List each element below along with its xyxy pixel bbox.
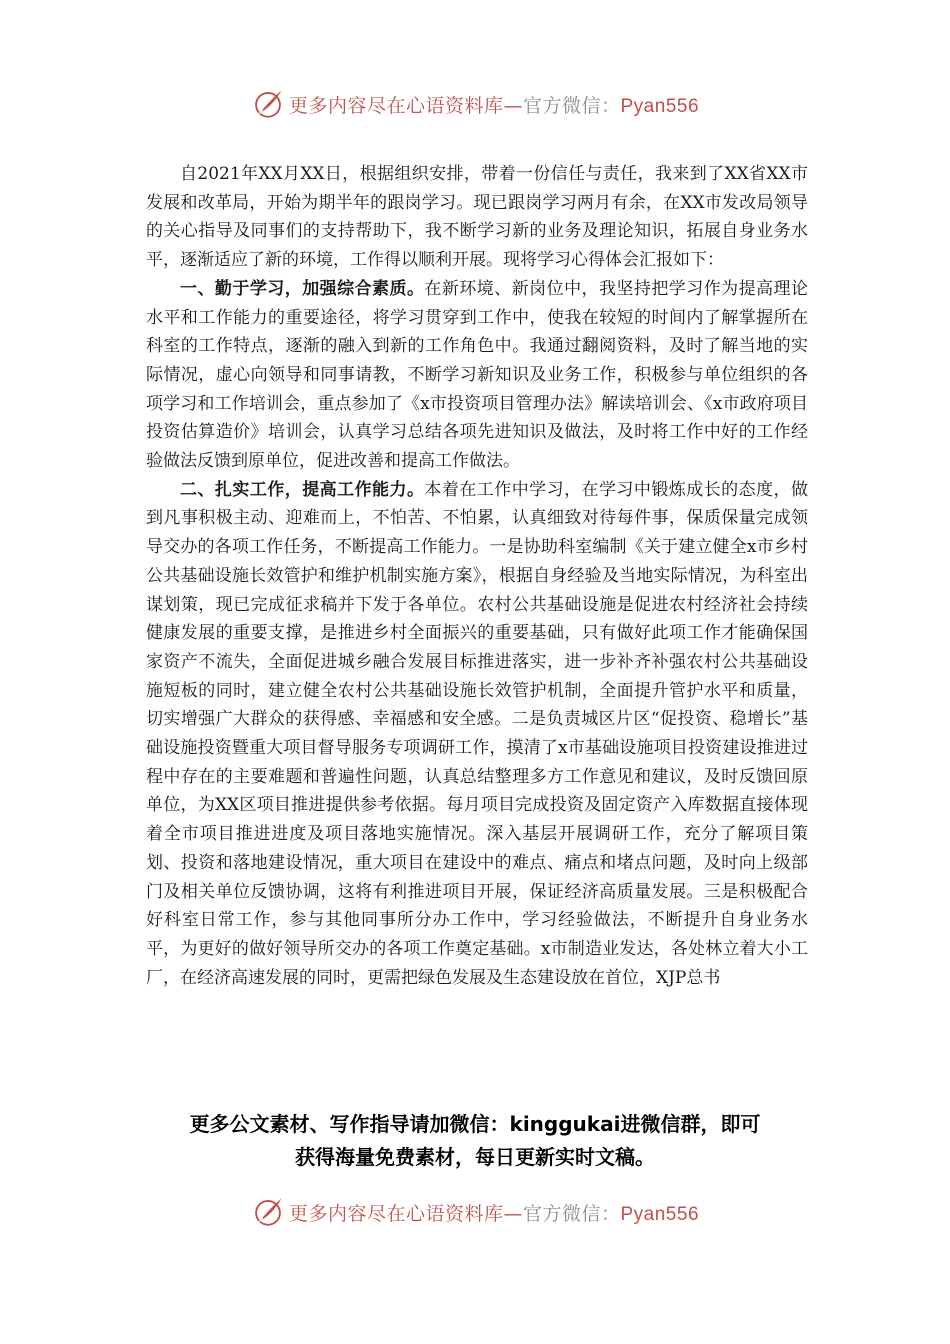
quill-pen-icon: [251, 1195, 285, 1229]
banner-wechat-id: Pyan556: [620, 95, 700, 117]
paragraph-text: 本着在工作中学习，在学习中锻炼成长的态度，做到凡事积极主动、迎难而上，不怕苦、不怕累，认真细致对待每件事，保质保量完成领导交办的各项工作任务，不断提高工作能力。一是协助科室编制《关于建立健全x市乡村公共基础设施长效管护和维护机制实施方案》，根据自身经验及当地实际情况，为科室出谋划策，现已完成征求稿并下发于各单位。农村公共基础设施是促进农村经济社会持续健康发展的重要支撑，是推进乡村全面振兴的重要基础，只有做好此项工作才能确保国家资产不流失，全面促进城乡融合发展目标推进落实，进一步补齐补强农村公共基础设施短板的同时，建立健全农村公共基础设施长效管护机制，全面提升管护水平和质量，切实增强广大群众的获得感、幸福感和安全感。二是负责城区片区“促投资、稳增长”基础设施投资暨重大项目督导服务专项调研工作，摸清了x市基础设施项目投资建设推进过程中存在的主要难题和普遍性问题，认真总结整理多方工作意见和建议，及时反馈回原单位，为XX区项目推进提供参考依据。每月项目完成投资及固定资产入库数据直接体现着全市项目推进进度及项目落地实施情况。深入基层开展调研工作，充分了解项目策划、投资和落地建设情况，重大项目在建设中的难点、痛点和堵点问题，及时向上级部门及相关单位反馈协调，这将有利推进项目开展，保证经济高质量发展。三是积极配合好科室日常工作，参与其他同事所分办工作中，学习经验做法，不断提升自身业务水平，为更好的做好领导所交办的各项工作奠定基础。x市制造业发达，各处林立着大小工厂，在经济高速发展的同时，更需把绿色发展及生态建设放在首位，XJP总书: [146, 479, 809, 988]
banner-wechat-id: Pyan556: [620, 1203, 700, 1225]
banner-main: 更多内容尽在心语资料库: [288, 1202, 504, 1225]
paragraph-intro: [146, 160, 808, 275]
banner-text: [289, 1199, 699, 1226]
banner-dash: —: [503, 1202, 523, 1225]
paragraph-text: 在新环境、新岗位中，我坚持把学习作为提高理论水平和工作能力的重要途径，将学习贯穿到工作中，使我在较短的时间内了解掌握所在科室的工作特点，逐渐的融入到新的工作角色中。我通过翻阅资料，及时了解当地的实际情况，虚心向领导和同事请教，不断学习新知识及业务工作，积极参与单位组织的各项学习和工作培训会，重点参加了《x市投资项目管理办法》解读培训会、《x市政府项目投资估算造价》培训会，认真学习总结各项先进知识及做法，及时将工作中好的工作经验做法反馈到原单位，促进改善和提高工作做法。: [146, 278, 809, 472]
header-banner: [0, 84, 950, 124]
banner-text: [289, 91, 699, 118]
paragraph-section-1: [146, 275, 808, 476]
promo-line-1: 更多公文素材、写作指导请加微信：kinggukai进微信群，即可: [189, 1112, 761, 1136]
footer-banner: [0, 1192, 950, 1232]
paragraph-section-2: [146, 476, 808, 993]
document-body: [146, 160, 808, 992]
promo-line-2: 获得海量免费素材，每日更新实时文稿。: [295, 1145, 655, 1169]
banner-main: 更多内容尽在心语资料库: [288, 94, 504, 117]
banner-dash: —: [503, 94, 523, 117]
banner-label: 官方微信：: [522, 1202, 621, 1225]
banner-label: 官方微信：: [522, 94, 621, 117]
section-heading: 一、勤于学习，加强综合素质。: [180, 278, 425, 299]
section-heading: 二、扎实工作，提高工作能力。: [180, 479, 425, 500]
quill-pen-icon: [251, 87, 285, 121]
promo-notice: [100, 1108, 850, 1174]
paragraph-text: 自2021年XX月XX日，根据组织安排，带着一份信任与责任，我来到了XX省XX市发展和改革局，开始为期半年的跟岗学习。现已跟岗学习两月有余，在XX市发改局领导的关心指导及同事们的支持帮助下，我不断学习新的业务及理论知识，拓展自身业务水平，逐渐适应了新的环境，工作得以顺利开展。现将学习心得体会汇报如下：: [146, 164, 808, 271]
